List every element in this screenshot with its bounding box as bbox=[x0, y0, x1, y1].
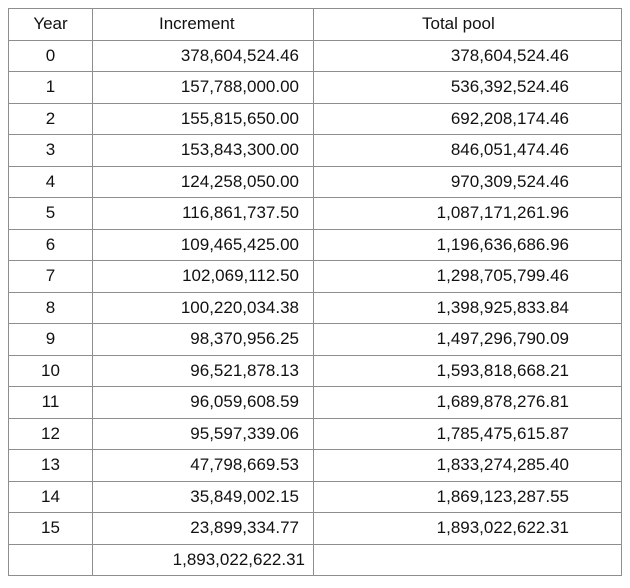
table-row bbox=[9, 418, 622, 450]
table-row bbox=[9, 481, 622, 513]
increment-cell: 109,465,425.00 bbox=[93, 229, 314, 261]
total-pool-cell: 1,087,171,261.96 bbox=[314, 198, 622, 230]
year-cell: 13 bbox=[9, 450, 93, 482]
table-row bbox=[9, 355, 622, 387]
total-pool-cell: 1,869,123,287.55 bbox=[314, 481, 622, 513]
table-row bbox=[9, 450, 622, 482]
year-cell: 10 bbox=[9, 355, 93, 387]
increment-cell: 153,843,300.00 bbox=[93, 135, 314, 167]
increment-cell: 96,059,608.59 bbox=[93, 387, 314, 419]
year-cell: 1 bbox=[9, 72, 93, 104]
year-cell: 11 bbox=[9, 387, 93, 419]
year-cell: 15 bbox=[9, 513, 93, 545]
total-pool-cell: 846,051,474.46 bbox=[314, 135, 622, 167]
year-cell: 4 bbox=[9, 166, 93, 198]
increment-cell: 96,521,878.13 bbox=[93, 355, 314, 387]
year-cell: 0 bbox=[9, 40, 93, 72]
year-cell: 6 bbox=[9, 229, 93, 261]
increment-cell: 116,861,737.50 bbox=[93, 198, 314, 230]
table-row bbox=[9, 135, 622, 167]
footer-year-cell bbox=[9, 544, 93, 576]
table-row bbox=[9, 513, 622, 545]
table-row bbox=[9, 324, 622, 356]
year-cell: 7 bbox=[9, 261, 93, 293]
increment-cell: 102,069,112.50 bbox=[93, 261, 314, 293]
year-cell: 2 bbox=[9, 103, 93, 135]
total-pool-cell: 378,604,524.46 bbox=[314, 40, 622, 72]
footer-total-cell bbox=[314, 544, 622, 576]
total-pool-cell: 1,497,296,790.09 bbox=[314, 324, 622, 356]
table-row bbox=[9, 198, 622, 230]
year-cell: 5 bbox=[9, 198, 93, 230]
total-pool-cell: 1,298,705,799.46 bbox=[314, 261, 622, 293]
table-row bbox=[9, 40, 622, 72]
table-header bbox=[9, 9, 622, 41]
increment-cell: 47,798,669.53 bbox=[93, 450, 314, 482]
increment-cell: 155,815,650.00 bbox=[93, 103, 314, 135]
pool-table bbox=[8, 8, 622, 576]
total-pool-cell: 1,893,022,622.31 bbox=[314, 513, 622, 545]
table-body bbox=[9, 40, 622, 544]
total-pool-cell: 1,785,475,615.87 bbox=[314, 418, 622, 450]
increment-cell: 35,849,002.15 bbox=[93, 481, 314, 513]
table-row bbox=[9, 103, 622, 135]
total-pool-cell: 692,208,174.46 bbox=[314, 103, 622, 135]
table-row bbox=[9, 387, 622, 419]
table-row bbox=[9, 261, 622, 293]
increment-cell: 157,788,000.00 bbox=[93, 72, 314, 104]
total-pool-cell: 1,833,274,285.40 bbox=[314, 450, 622, 482]
total-pool-cell: 970,309,524.46 bbox=[314, 166, 622, 198]
year-cell: 8 bbox=[9, 292, 93, 324]
pool-table-container bbox=[8, 8, 622, 576]
total-pool-cell: 536,392,524.46 bbox=[314, 72, 622, 104]
total-pool-cell: 1,398,925,833.84 bbox=[314, 292, 622, 324]
year-cell: 9 bbox=[9, 324, 93, 356]
increment-cell: 378,604,524.46 bbox=[93, 40, 314, 72]
table-row bbox=[9, 72, 622, 104]
table-row bbox=[9, 166, 622, 198]
header-total-pool: Total pool bbox=[314, 9, 622, 41]
total-pool-cell: 1,593,818,668.21 bbox=[314, 355, 622, 387]
footer-row bbox=[9, 544, 622, 576]
year-cell: 12 bbox=[9, 418, 93, 450]
increment-cell: 100,220,034.38 bbox=[93, 292, 314, 324]
header-year: Year bbox=[9, 9, 93, 41]
year-cell: 14 bbox=[9, 481, 93, 513]
increment-cell: 98,370,956.25 bbox=[93, 324, 314, 356]
table-footer bbox=[9, 544, 622, 576]
year-cell: 3 bbox=[9, 135, 93, 167]
table-row bbox=[9, 229, 622, 261]
total-pool-cell: 1,196,636,686.96 bbox=[314, 229, 622, 261]
increment-cell: 23,899,334.77 bbox=[93, 513, 314, 545]
footer-increment-sum: 1,893,022,622.31 bbox=[93, 544, 314, 576]
increment-cell: 124,258,050.00 bbox=[93, 166, 314, 198]
increment-cell: 95,597,339.06 bbox=[93, 418, 314, 450]
header-increment: Increment bbox=[93, 9, 314, 41]
total-pool-cell: 1,689,878,276.81 bbox=[314, 387, 622, 419]
header-row bbox=[9, 9, 622, 41]
table-row bbox=[9, 292, 622, 324]
